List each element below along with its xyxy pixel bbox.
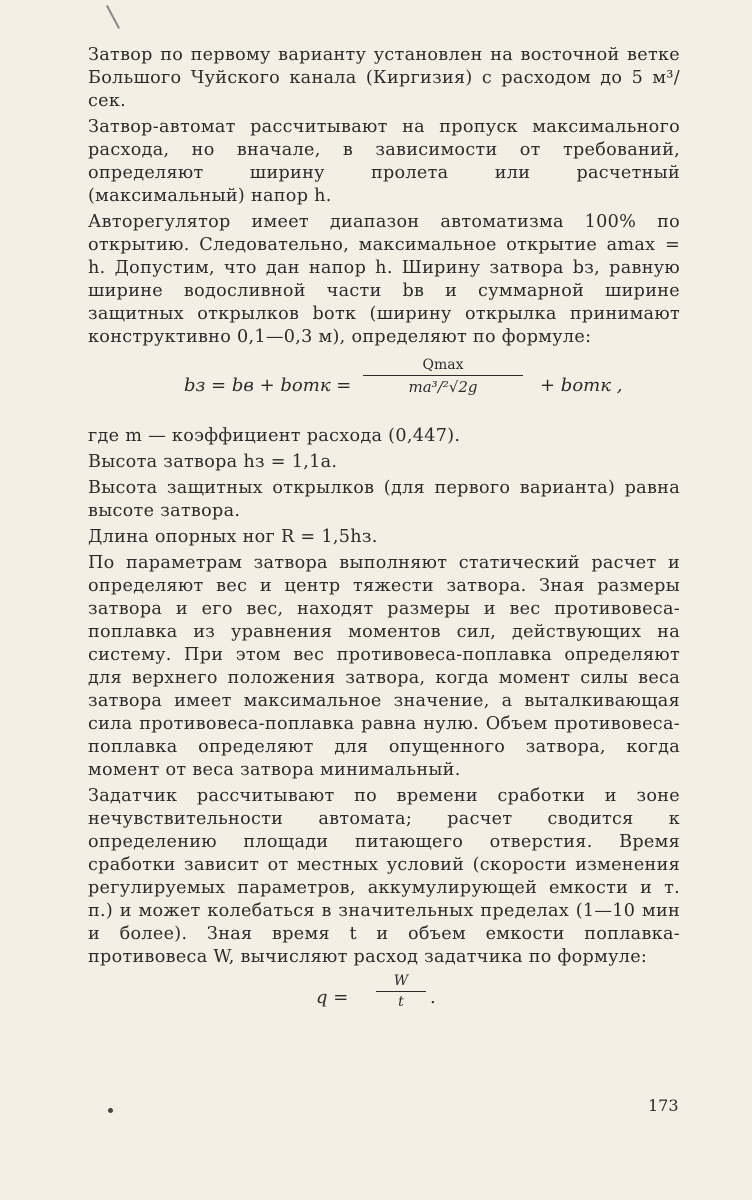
scan-mark xyxy=(106,5,120,29)
formula-1-right: + bотк , xyxy=(540,375,623,396)
formula-2-denominator: t xyxy=(398,994,404,1010)
paragraph-5: Высота затвора hз = 1,1a. xyxy=(88,452,338,472)
paragraph-8: По параметрам затвора выполняют статический расчет и определяют вес и центр тяжести затвора. Зная размеры затвора и его вес, находят размеры и вес противовеса-поплавка из уравнения моментов сил, действующих на систему. При этом вес противовеса-поплавка определяют для верхнего положения затвора, когда момент силы веса затвора имеет максимальное значение, а выталкивающая сила противовеса-поплавка равна нулю. Объем противовеса-поплавка определяют для опущенного затвора, когда момент от веса затвора минимальный. xyxy=(88,553,680,780)
formula-1-left: bз = bв + bотк = xyxy=(184,375,352,396)
paragraph-1: Затвор по первому варианту установлен на восточной ветке Большого Чуйского канала (Киргизия) с расходом до 5 м³/сек. xyxy=(88,45,680,111)
formula-1-denominator: ma³/²√2g xyxy=(408,378,478,396)
formula-2-numerator: W xyxy=(376,973,426,992)
paragraph-3: Авторегулятор имеет диапазон автоматизма 100% по открытию. Следовательно, максимальное открытие amax = h. Допустим, что дан напор h. Ширину затвора bз, равную ширине водосливной части bв и суммарной ширине защитных открылков bотк (ширину открылка принимают конструктивно 0,1—0,3 м), определяют по формуле: xyxy=(88,212,680,347)
formula-1-fraction xyxy=(363,357,523,396)
formula-2-right: . xyxy=(430,987,436,1008)
formula-flow-rate xyxy=(88,973,680,1025)
formula-2-fraction xyxy=(376,973,426,1010)
paragraph-6: Высота защитных открылков (для первого варианта) равна высоте затвора. xyxy=(88,478,680,521)
page-number: 173 xyxy=(648,1096,679,1115)
formula-gate-width xyxy=(88,357,680,421)
ink-dot xyxy=(108,1108,113,1113)
paragraph-4: где m — коэффициент расхода (0,447). xyxy=(88,426,461,446)
formula-2-left: q = xyxy=(316,987,349,1008)
paragraph-7: Длина опорных ног R = 1,5hз. xyxy=(88,527,378,547)
page-body xyxy=(88,44,680,1025)
paragraph-2: Затвор-автомат рассчитывают на пропуск максимального расхода, но вначале, в зависимости от требований, определяют ширину пролета или расчетный (максимальный) напор h. xyxy=(88,117,680,206)
paragraph-9: Задатчик рассчитывают по времени сработки и зоне нечувствительности автомата; расчет сводится к определению площади питающего отверстия. Время сработки зависит от местных условий (скорости изменения регулируемых параметров, аккумулирующей емкости и т. п.) и может колебаться в значительных пределах (1—10 мин и более). Зная время t и объем емкости поплавка-противовеса W, вычисляют расход задатчика по формуле: xyxy=(88,786,680,967)
formula-1-numerator: Qmax xyxy=(363,357,523,376)
